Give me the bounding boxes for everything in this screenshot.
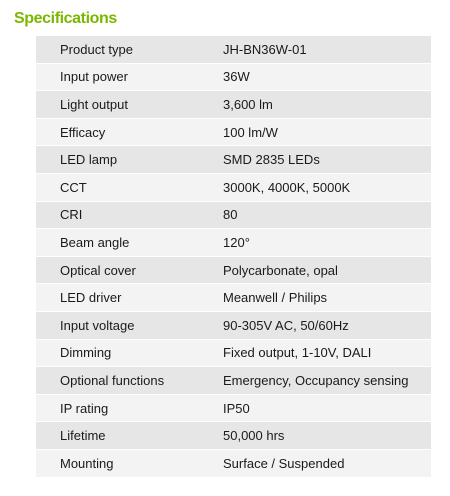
spec-label: Light output — [36, 91, 222, 119]
spec-value: Polycarbonate, opal — [222, 256, 431, 284]
table-row — [36, 201, 431, 229]
spec-value: Emergency, Occupancy sensing — [222, 367, 431, 395]
spec-label: Product type — [36, 36, 222, 63]
spec-label: LED lamp — [36, 146, 222, 174]
spec-label: Beam angle — [36, 229, 222, 257]
page-title: Specifications — [14, 10, 117, 27]
spec-value: IP50 — [222, 394, 431, 422]
spec-value: 3000K, 4000K, 5000K — [222, 173, 431, 201]
spec-value: 36W — [222, 63, 431, 91]
spec-label: Efficacy — [36, 118, 222, 146]
spec-value: SMD 2835 LEDs — [222, 146, 431, 174]
table-row — [36, 173, 431, 201]
table-row — [36, 118, 431, 146]
spec-label: Lifetime — [36, 422, 222, 450]
spec-value: 80 — [222, 201, 431, 229]
spec-table-body — [36, 36, 431, 477]
table-row — [36, 91, 431, 119]
spec-label: Optical cover — [36, 256, 222, 284]
spec-value: JH-BN36W-01 — [222, 36, 431, 63]
spec-value: Fixed output, 1-10V, DALI — [222, 339, 431, 367]
table-row — [36, 63, 431, 91]
spec-label: CCT — [36, 173, 222, 201]
spec-label: Input power — [36, 63, 222, 91]
table-row — [36, 449, 431, 477]
spec-value: 3,600 lm — [222, 91, 431, 119]
table-row — [36, 229, 431, 257]
spec-value: Meanwell / Philips — [222, 284, 431, 312]
table-row — [36, 146, 431, 174]
spec-table — [36, 36, 431, 478]
spec-label: Mounting — [36, 449, 222, 477]
table-row — [36, 339, 431, 367]
spec-value: 50,000 hrs — [222, 422, 431, 450]
spec-label: IP rating — [36, 394, 222, 422]
table-row — [36, 284, 431, 312]
table-row — [36, 256, 431, 284]
spec-value: 100 lm/W — [222, 118, 431, 146]
spec-label: Dimming — [36, 339, 222, 367]
spec-label: Input voltage — [36, 311, 222, 339]
spec-label: CRI — [36, 201, 222, 229]
table-row — [36, 367, 431, 395]
spec-label: Optional functions — [36, 367, 222, 395]
spec-value: 120° — [222, 229, 431, 257]
spec-value: Surface / Suspended — [222, 449, 431, 477]
table-row — [36, 36, 431, 63]
table-row — [36, 394, 431, 422]
spec-value: 90-305V AC, 50/60Hz — [222, 311, 431, 339]
table-row — [36, 311, 431, 339]
table-row — [36, 422, 431, 450]
spec-label: LED driver — [36, 284, 222, 312]
